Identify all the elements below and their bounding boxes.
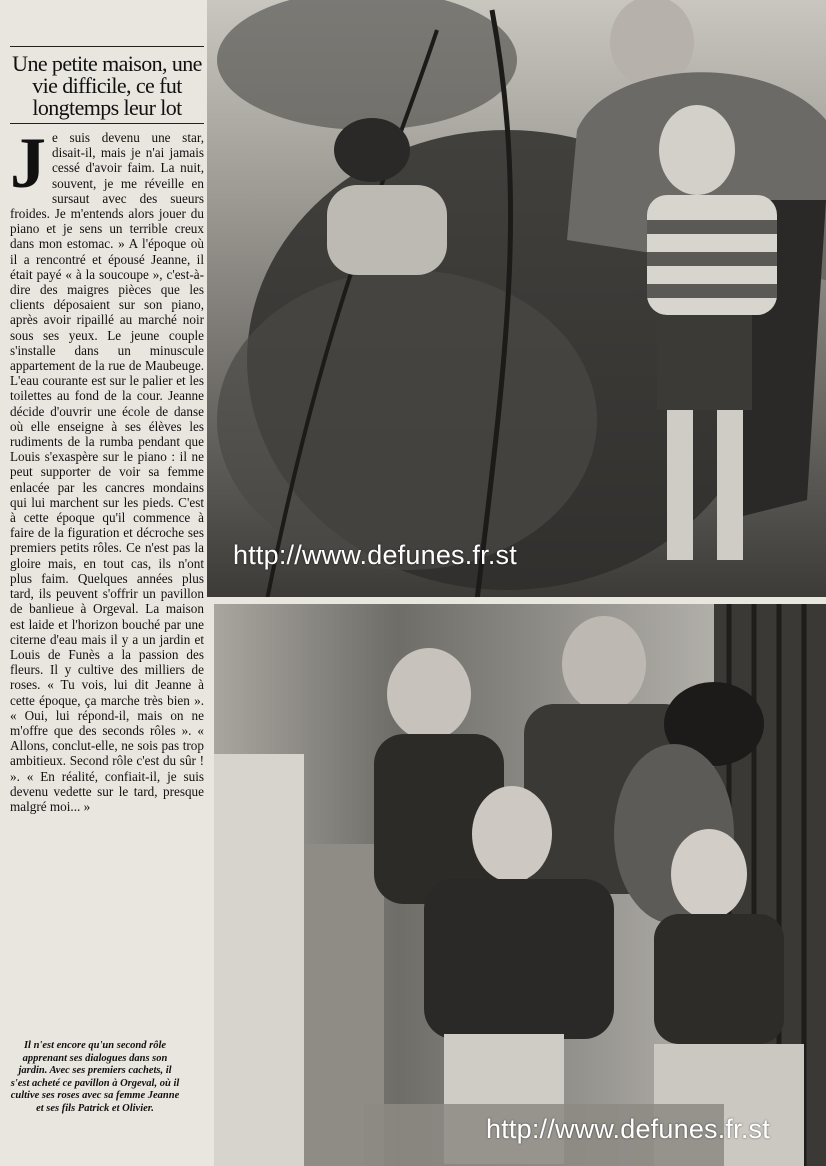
photo-family-illustration xyxy=(214,604,826,1166)
article-headline: Une petite maison, une vie difficile, ce fut longtemps leur lot xyxy=(12,51,202,120)
article-body xyxy=(10,123,204,814)
watermark-bottom: http://www.defunes.fr.st xyxy=(486,1114,770,1144)
drop-cap: J xyxy=(10,123,46,203)
photo-caption: Il n'est encore qu'un second rôle apprenant ses dialogues dans son jardin. Avec ses premiers cachets, il s'est acheté ce pavillon à Orgeval, où il cultive ses roses avec sa femme Jeanne et ses fils Patrick et Olivier. xyxy=(10,1040,180,1114)
photo-garden xyxy=(207,0,826,597)
article-body-text: e suis devenu une star, disait-il, mais je n'ai jamais cessé d'avoir faim. La nuit, souvent, je me réveille en sursaut avec des sueurs froides. Je m'entends alors jouer du piano et je sens un terrible creux dans mon estomac. » A l'époque où il a rencontré et épousé Jeanne, il était payé « à la soucoupe », c'est-à-dire des maigres pièces que les clients déposaient sur son piano, après avoir ripaillé au marché noir sous ses yeux. Le jeune couple s'installe dans un minuscule appartement de la rue de Maubeuge. L'eau courante est sur le palier et les toilettes au fond de la cour. Jeanne décide d'ouvrir une école de danse où elle enseigne à ses élèves les rudiments de la rumba pendant que Louis s'exaspère sur le piano : il ne peut supporter de voir sa femme enlacée par les cancres mondains qui lui marchent sur les pieds. C'est à cette époque qu'il commence à faire de la figuration et décroche ses premiers petits rôles. Ce n'est pas la gloire mais, en tout cas, ils n'ont plus faim. Quelques années plus tard, ils peuvent s'offrir un pavillon de banlieue à Orgeval. La maison est laide et l'horizon bouché par une citerne d'eau mais il y a un jardin et Louis de Funès a la passion des fleurs. Il y cultive des milliers de roses. « Tu vois, lui dit Jeanne à cette époque, ça marche très bien ». « Oui, lui répond-il, mais on ne m'offre que des seconds rôles ». « Allons, conclut-elle, ne sois pas trop ambitieux. Second rôle c'est du sûr ! ». « En réalité, confiait-il, je suis devenu vedette sur le tard, presque malgré moi... » xyxy=(10,130,204,814)
photo-family xyxy=(214,604,826,1166)
article-column xyxy=(10,46,204,1146)
headline-top-rule xyxy=(10,46,204,47)
photo-garden-illustration xyxy=(207,0,826,597)
watermark-top: http://www.defunes.fr.st xyxy=(233,540,517,570)
